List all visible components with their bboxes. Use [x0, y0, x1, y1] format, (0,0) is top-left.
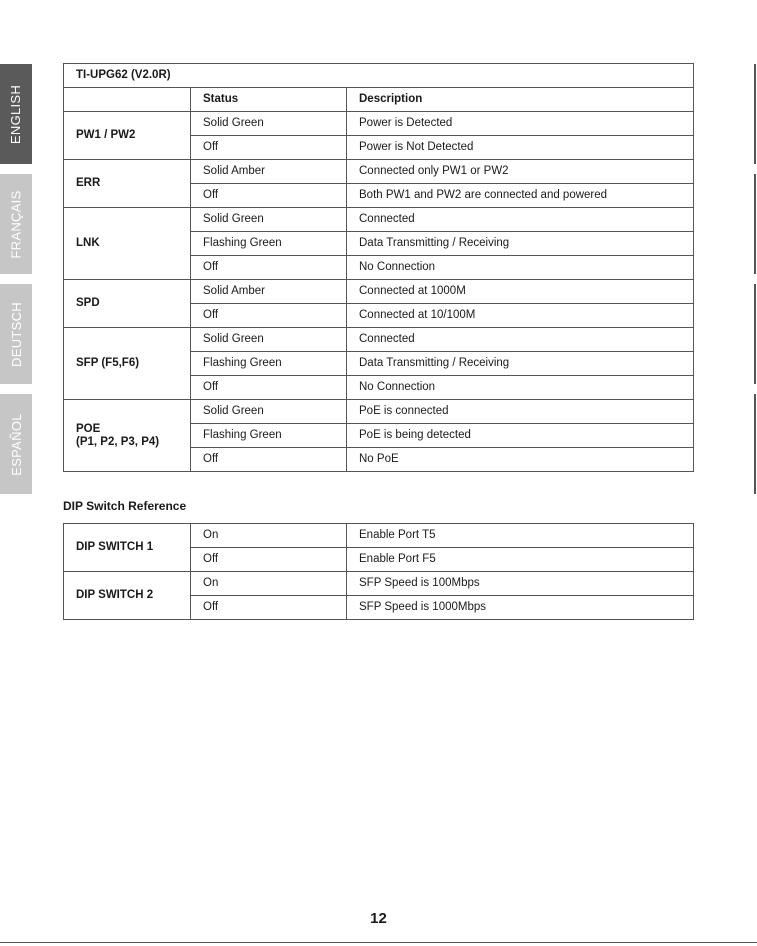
- description-cell: Data Transmitting / Receiving: [347, 352, 694, 376]
- description-cell: Enable Port F5: [347, 548, 694, 572]
- led-name: LNK: [64, 208, 191, 280]
- status-cell: Off: [191, 184, 347, 208]
- status-cell: Solid Green: [191, 208, 347, 232]
- page-number: 12: [370, 910, 387, 927]
- table-row: [64, 280, 694, 304]
- description-cell: Data Transmitting / Receiving: [347, 232, 694, 256]
- description-cell: Connected: [347, 328, 694, 352]
- edge-mark: [754, 284, 756, 384]
- tab-francais[interactable]: [0, 174, 32, 274]
- status-cell: Off: [191, 448, 347, 472]
- description-cell: No Connection: [347, 376, 694, 400]
- dip-name: DIP SWITCH 2: [64, 572, 191, 620]
- edge-mark: [754, 174, 756, 274]
- status-cell: Off: [191, 596, 347, 620]
- table-title: TI-UPG62 (V2.0R): [64, 64, 694, 88]
- tab-english-label: ENGLISH: [8, 84, 24, 144]
- tab-deutsch[interactable]: [0, 284, 32, 384]
- language-tabs: [0, 0, 32, 946]
- status-cell: Off: [191, 548, 347, 572]
- description-cell: Connected only PW1 or PW2: [347, 160, 694, 184]
- description-cell: Both PW1 and PW2 are connected and powered: [347, 184, 694, 208]
- led-name: ERR: [64, 160, 191, 208]
- dip-section-title: DIP Switch Reference: [63, 499, 187, 513]
- description-cell: Power is Detected: [347, 112, 694, 136]
- tab-espanol-label: ESPAÑOL: [8, 412, 24, 476]
- dip-switch-table: [63, 523, 694, 620]
- status-cell: Solid Green: [191, 112, 347, 136]
- led-name: [64, 400, 191, 472]
- status-cell: Solid Green: [191, 400, 347, 424]
- description-cell: No Connection: [347, 256, 694, 280]
- table-row: [64, 208, 694, 232]
- table-header-row: [64, 88, 694, 112]
- description-cell: Connected at 10/100M: [347, 304, 694, 328]
- table-row: [64, 328, 694, 352]
- tab-francais-label: FRANÇAIS: [8, 189, 24, 259]
- header-description: Description: [347, 88, 694, 112]
- description-cell: SFP Speed is 100Mbps: [347, 572, 694, 596]
- status-cell: Solid Green: [191, 328, 347, 352]
- description-cell: Power is Not Detected: [347, 136, 694, 160]
- status-cell: Off: [191, 256, 347, 280]
- status-cell: Flashing Green: [191, 352, 347, 376]
- table-row: [64, 160, 694, 184]
- header-empty: [64, 88, 191, 112]
- tab-english[interactable]: [0, 64, 32, 164]
- status-cell: Off: [191, 376, 347, 400]
- led-status-table: [63, 63, 694, 472]
- status-cell: Solid Amber: [191, 160, 347, 184]
- status-cell: On: [191, 572, 347, 596]
- bottom-rule: [0, 942, 757, 943]
- led-name-line1: POE: [76, 422, 101, 435]
- status-cell: Off: [191, 304, 347, 328]
- led-name: SPD: [64, 280, 191, 328]
- status-cell: Off: [191, 136, 347, 160]
- description-cell: Connected at 1000M: [347, 280, 694, 304]
- table-row: [64, 524, 694, 548]
- status-cell: Flashing Green: [191, 232, 347, 256]
- description-cell: Enable Port T5: [347, 524, 694, 548]
- status-cell: On: [191, 524, 347, 548]
- dip-name: DIP SWITCH 1: [64, 524, 191, 572]
- table-row: [64, 572, 694, 596]
- header-status: Status: [191, 88, 347, 112]
- led-name-line2: (P1, P2, P3, P4): [76, 435, 160, 448]
- description-cell: PoE is connected: [347, 400, 694, 424]
- description-cell: No PoE: [347, 448, 694, 472]
- tab-deutsch-label: DEUTSCH: [8, 301, 24, 367]
- description-cell: Connected: [347, 208, 694, 232]
- edge-mark: [754, 394, 756, 494]
- edge-mark: [754, 64, 756, 164]
- led-name: SFP (F5,F6): [64, 328, 191, 400]
- table-title-row: [64, 64, 694, 88]
- description-cell: SFP Speed is 1000Mbps: [347, 596, 694, 620]
- tab-espanol[interactable]: [0, 394, 32, 494]
- table-row: [64, 112, 694, 136]
- description-cell: PoE is being detected: [347, 424, 694, 448]
- status-cell: Flashing Green: [191, 424, 347, 448]
- table-row: [64, 400, 694, 424]
- status-cell: Solid Amber: [191, 280, 347, 304]
- led-name: PW1 / PW2: [64, 112, 191, 160]
